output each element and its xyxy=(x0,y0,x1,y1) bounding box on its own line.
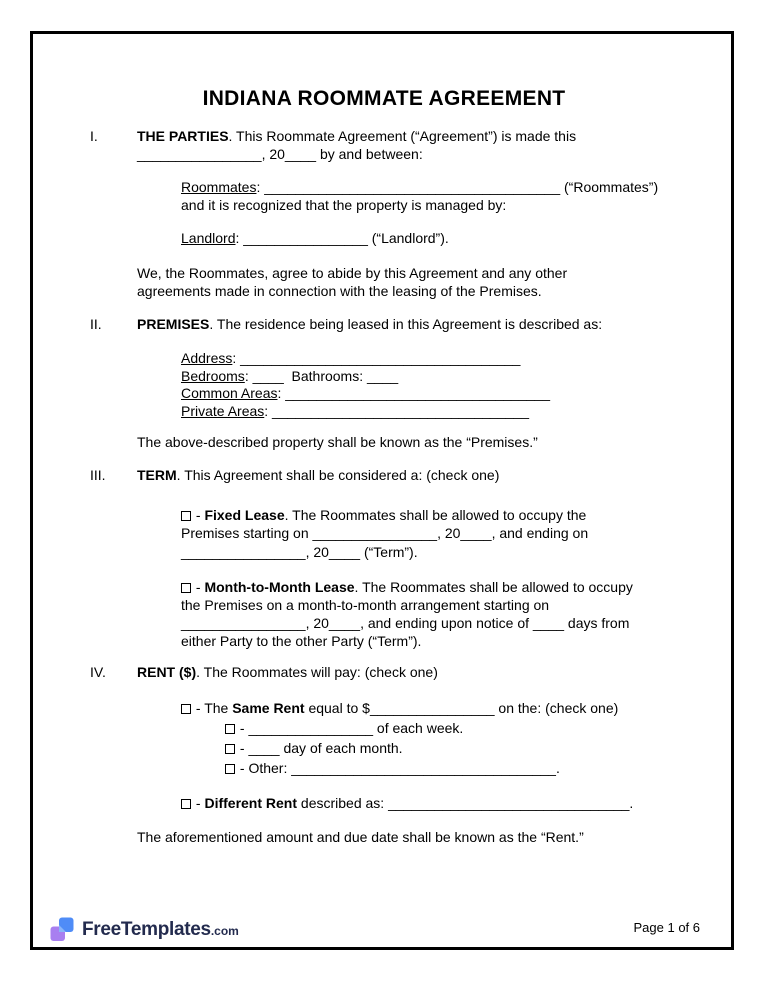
monthly-option-line xyxy=(225,739,403,757)
footer-brand xyxy=(50,916,239,943)
fixed-lease-line2: Premises starting on ________________, 20____, and ending on xyxy=(181,525,589,541)
rent-lead-text: . The Roommates will pay: (check one) xyxy=(196,664,438,680)
section-number-term: III. xyxy=(90,467,106,483)
term-lead-text: . This Agreement shall be considered a: (check one) xyxy=(176,467,500,483)
roommates-field-line xyxy=(181,178,658,196)
private-areas-label: Private Areas xyxy=(181,403,265,419)
common-areas-label: Common Areas xyxy=(181,385,278,401)
fixed-lease-line1 xyxy=(181,506,586,524)
parties-lead-text: . This Roommate Agreement (“Agreement”) is made this xyxy=(228,128,577,144)
landlord-blank: : ________________ (“Landlord”). xyxy=(235,230,449,246)
brand-suffix: .com xyxy=(210,923,239,938)
common-areas-blank: : __________________________________ xyxy=(277,385,550,401)
landlord-label: Landlord xyxy=(181,230,236,246)
monthly-lease-text1: . The Roommates shall be allowed to occupy xyxy=(354,579,633,595)
weekly-option-text: - ________________ of each week. xyxy=(236,720,464,736)
different-rent-label: Different Rent xyxy=(204,795,298,811)
address-label: Address xyxy=(181,350,233,366)
same-rent-line xyxy=(181,699,618,717)
section-number-parties: I. xyxy=(90,128,98,144)
rent-paragraph: The aforementioned amount and due date shall be known as the “Rent.” xyxy=(137,829,584,845)
document-border xyxy=(30,31,734,950)
same-rent-checkbox[interactable] xyxy=(181,704,191,714)
managed-by-line: and it is recognized that the property is managed by: xyxy=(181,197,507,213)
different-rent-pre: - xyxy=(192,795,205,811)
fixed-lease-dash: - xyxy=(192,507,205,523)
premises-lead-text: . The residence being leased in this Agreement is described as: xyxy=(209,316,603,332)
parties-paragraph-line2: agreements made in connection with the leasing of the Premises. xyxy=(137,283,542,299)
fixed-lease-line3: ________________, 20____ (“Term”). xyxy=(181,544,418,560)
rent-lead-line xyxy=(137,663,438,681)
common-areas-field-line xyxy=(181,384,550,402)
different-rent-checkbox[interactable] xyxy=(181,799,191,809)
premises-heading: PREMISES xyxy=(137,316,210,332)
term-heading: TERM xyxy=(137,467,177,483)
parties-lead-line2: ________________, 20____ by and between: xyxy=(137,146,423,162)
fixed-lease-label: Fixed Lease xyxy=(204,507,285,523)
term-lead-line xyxy=(137,466,499,484)
section-number-premises: II. xyxy=(90,316,102,332)
monthly-lease-label: Month-to-Month Lease xyxy=(204,579,355,595)
landlord-field-line xyxy=(181,229,449,247)
other-checkbox[interactable] xyxy=(225,764,235,774)
month-to-month-checkbox[interactable] xyxy=(181,583,191,593)
address-blank: : ____________________________________ xyxy=(232,350,521,366)
monthly-day-checkbox[interactable] xyxy=(225,744,235,754)
bedrooms-label: Bedrooms xyxy=(181,368,245,384)
fixed-lease-text1: . The Roommates shall be allowed to occupy the xyxy=(284,507,587,523)
bedrooms-bathrooms-blank: : ____ Bathrooms: ____ xyxy=(244,368,399,384)
monthly-lease-line3: ________________, 20____, and ending upon notice of ____ days from xyxy=(181,615,630,631)
same-rent-label: Same Rent xyxy=(232,700,305,716)
same-rent-blank: equal to $________________ on the: (check one) xyxy=(304,700,619,716)
monthly-lease-line4: either Party to the other Party (“Term”). xyxy=(181,633,422,649)
address-field-line xyxy=(181,349,520,367)
weekly-option-line xyxy=(225,719,463,737)
fixed-lease-checkbox[interactable] xyxy=(181,511,191,521)
roommates-blank: : ______________________________________ (“Roommates”) xyxy=(256,179,659,195)
rent-heading: RENT ($) xyxy=(137,664,197,680)
bedrooms-field-line xyxy=(181,367,398,385)
private-areas-field-line xyxy=(181,402,529,420)
same-rent-pre: - The xyxy=(192,700,233,716)
monthly-lease-dash: - xyxy=(192,579,205,595)
other-option-line xyxy=(225,759,560,777)
other-option-text: - Other: __________________________________. xyxy=(236,760,560,776)
different-rent-line xyxy=(181,794,633,812)
section-number-rent: IV. xyxy=(90,664,106,680)
different-rent-blank: described as: _______________________________. xyxy=(297,795,634,811)
monthly-lease-line2: the Premises on a month-to-month arrangement starting on xyxy=(181,597,550,613)
premises-paragraph: The above-described property shall be known as the “Premises.” xyxy=(137,434,538,450)
parties-paragraph-line1: We, the Roommates, agree to abide by this Agreement and any other xyxy=(137,265,568,281)
private-areas-blank: : _________________________________ xyxy=(264,403,529,419)
premises-lead-line xyxy=(137,315,602,333)
freetemplates-logo-icon xyxy=(50,916,75,943)
brand-name: FreeTemplates xyxy=(82,918,211,940)
weekly-checkbox[interactable] xyxy=(225,724,235,734)
parties-lead-line1 xyxy=(137,127,576,145)
monthly-lease-line1 xyxy=(181,578,633,596)
parties-heading: THE PARTIES xyxy=(137,128,229,144)
monthly-option-text: - ____ day of each month. xyxy=(236,740,403,756)
roommates-label: Roommates xyxy=(181,179,257,195)
page-number: Page 1 of 6 xyxy=(633,920,700,935)
page-title: INDIANA ROOMMATE AGREEMENT xyxy=(202,87,566,110)
